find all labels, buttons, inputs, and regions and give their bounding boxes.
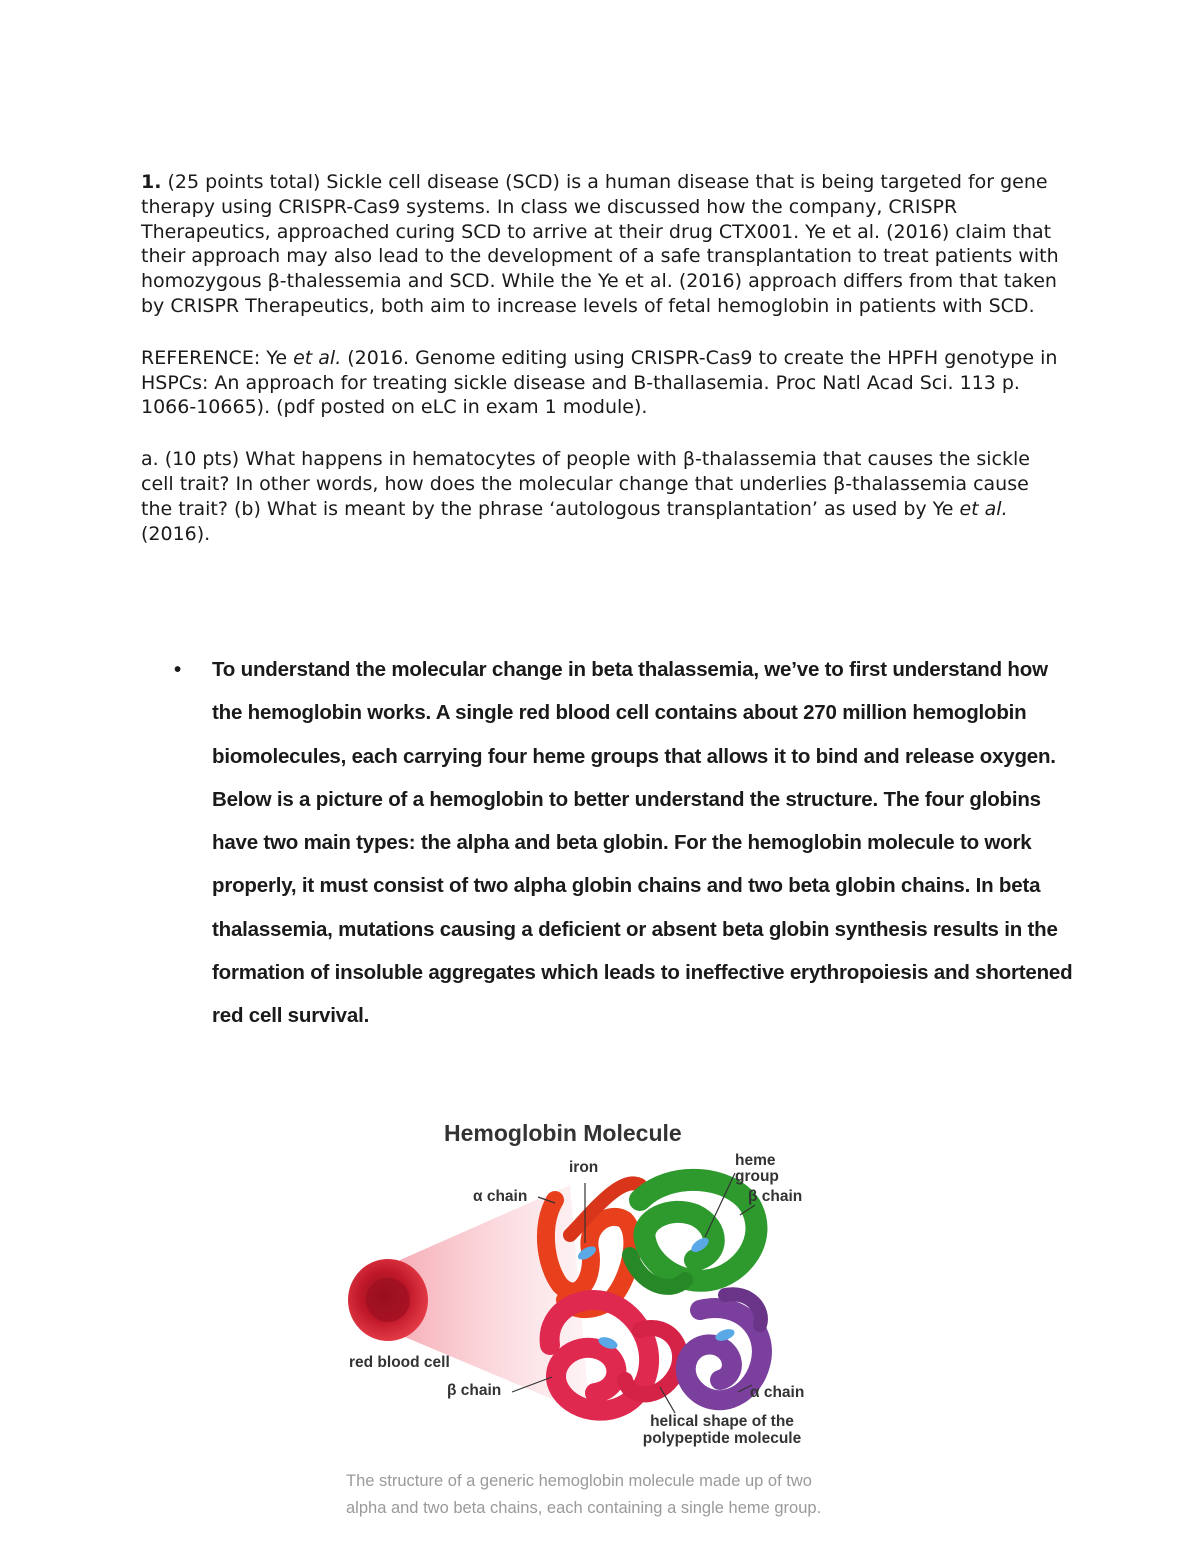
question-number: 1. (141, 171, 162, 193)
part-a-end: (2016). (141, 522, 211, 545)
label-helical-shape: helical shape of the polypeptide molecule (642, 1413, 802, 1447)
label-alpha-chain-top: α chain (473, 1188, 528, 1205)
label-heme-group: heme group (735, 1152, 779, 1185)
beta-chain-bottom-shape (550, 1300, 681, 1411)
hemoglobin-figure (340, 1115, 820, 1455)
answer-bullet-item (174, 648, 1074, 1038)
reference (141, 346, 1061, 420)
answer-text: To understand the molecular change in beta thalassemia, we’ve to first understand how the hemoglobin works. A single red blood cell contains about 270 million hemoglobin biomolecules, each carrying four heme groups that allows it to bind and release oxygen. Below is a picture of a hemoglobin to better understand the structure. The four globins have two main types: the alpha and beta globin. For the hemoglobin molecule to work properly, it must consist of two alpha globin chains and two beta globin chains. In beta thalassemia, mutations causing a deficient or absent beta globin synthesis results in the formation of insoluble aggregates which leads to ineffective erythropoiesis and shortened red cell survival. (212, 658, 1073, 1028)
figure-caption: The structure of a generic hemoglobin molecule made up of two alpha and two beta chains, each containing a single heme group. (346, 1472, 822, 1517)
figure-title: Hemoglobin Molecule (444, 1120, 682, 1146)
bullet-icon: • (174, 658, 181, 681)
question-part-a (141, 447, 1061, 546)
question-intro-text: (25 points total) Sickle cell disease (SCD) is a human disease that is being targeted for gene therapy using CRISPR-Cas9 systems. In class we discussed how the company, CRISPR Therapeutics, approached curing SCD to arrive at their drug CTX001. Ye et al. (2016) claim that their approach may also lead to the development of a safe transplantation to treat patients with homozygous β-thalessemia and SCD. While the Ye et al. (2016) approach differs from that taken by CRISPR Therapeutics, both aim to increase levels of fetal hemoglobin in patients with SCD. (141, 171, 1059, 317)
question-intro (141, 170, 1061, 319)
label-alpha-chain-bottom: α chain (750, 1384, 805, 1401)
label-iron: iron (569, 1159, 599, 1176)
part-a-etal: et al. (959, 497, 1008, 520)
beta-chain-top-shape (630, 1180, 756, 1287)
label-beta-chain-top: β chain (748, 1188, 803, 1205)
label-red-blood-cell: red blood cell (349, 1354, 450, 1371)
reference-etal: et al. (293, 346, 342, 369)
question-block (141, 170, 1061, 546)
label-beta-chain-bottom: β chain (447, 1382, 502, 1399)
reference-prefix: REFERENCE: Ye (141, 346, 294, 369)
reference-rest: (2016. Genome editing using CRISPR-Cas9 to create the HPFH genotype in HSPCs: An approach for treating sickle disease and B-thallasemia. Proc Natl Acad Sci. 113 p. 1066-10665). (pdf posted on eLC in exam 1 module). (141, 346, 1058, 419)
part-a-text: a. (10 pts) What happens in hematocytes of people with β-thalassemia that causes the sickle cell trait? In other words, how does the molecular change that underlies β-thalassemia cause the trait? (b) What is meant by the phrase ‘autologous transplantation’ as used by Ye (141, 448, 1030, 520)
